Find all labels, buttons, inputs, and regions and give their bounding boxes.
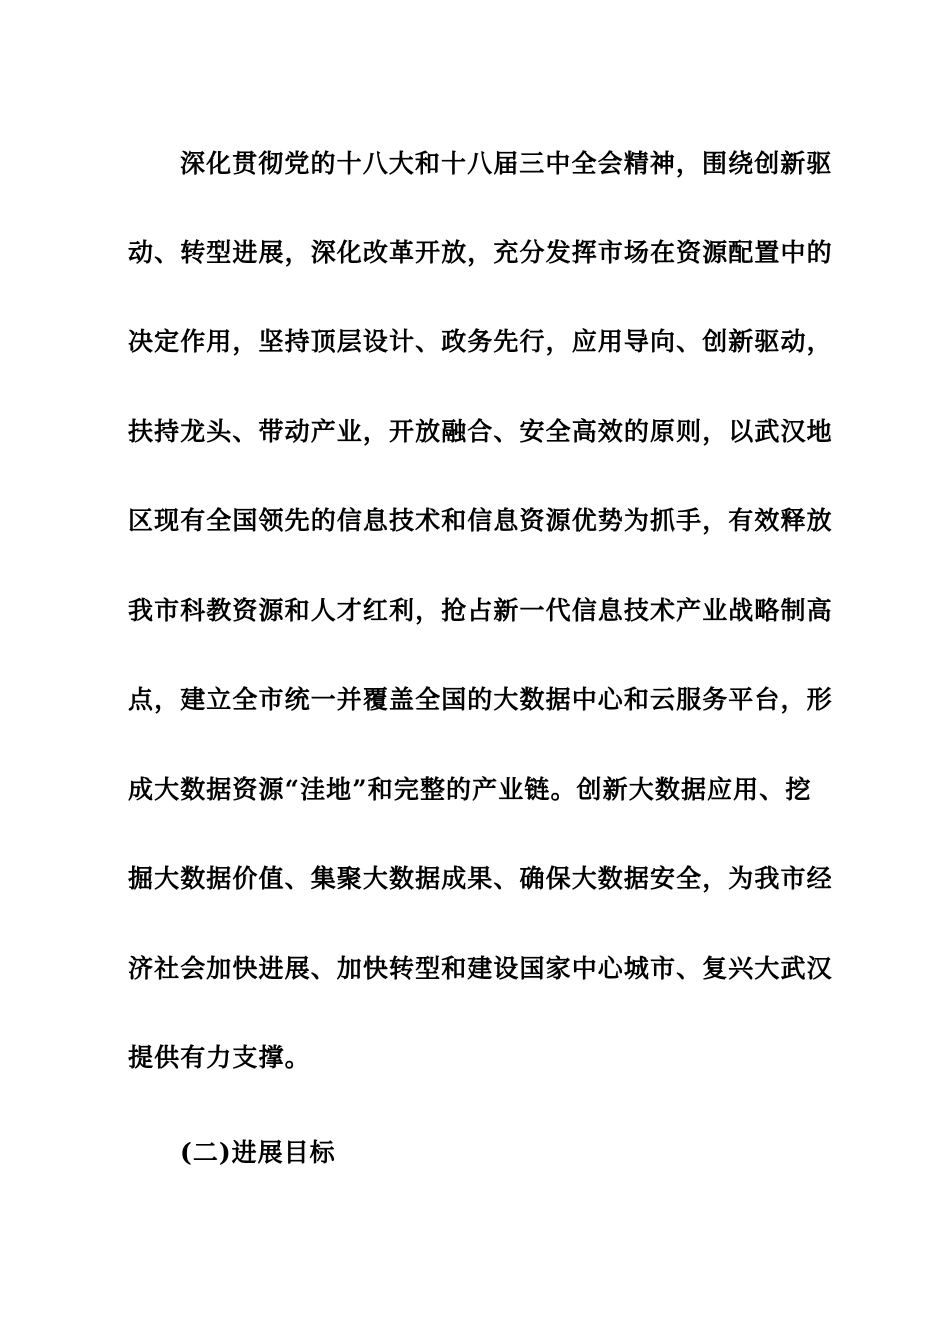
paragraph-line-1: 深化贯彻党的十八大和十八届三中全会精神，围绕创新驱	[180, 149, 833, 178]
paragraph-line-11: 提供有力支撑。	[128, 1043, 311, 1072]
paragraph-line-8: 成大数据资源“洼地”和完整的产业链。创新大数据应用、挖	[128, 775, 812, 804]
paragraph-line-7: 点，建立全市统一并覆盖全国的大数据中心和云服务平台，形	[128, 685, 833, 714]
paragraph-line-5: 区现有全国领先的信息技术和信息资源优势为抓手，有效释放	[128, 506, 833, 535]
paragraph-line-4: 扶持龙头、带动产业，开放融合、安全高效的原则，以武汉地	[128, 417, 833, 446]
paragraph-line-9: 掘大数据价值、集聚大数据成果、确保大数据安全，为我市经	[128, 864, 833, 893]
paragraph-line-10: 济社会加快进展、加快转型和建设国家中心城市、复兴大武汉	[128, 954, 833, 983]
section-heading: (二)进展目标	[180, 1138, 336, 1167]
paragraph-line-3: 决定作用，坚持顶层设计、政务先行，应用导向、创新驱动，	[128, 327, 833, 356]
paragraph-line-2: 动、转型进展，深化改革开放，充分发挥市场在资源配置中的	[128, 238, 833, 267]
paragraph-line-6: 我市科教资源和人才红利，抢占新一代信息技术产业战略制高	[128, 596, 833, 625]
